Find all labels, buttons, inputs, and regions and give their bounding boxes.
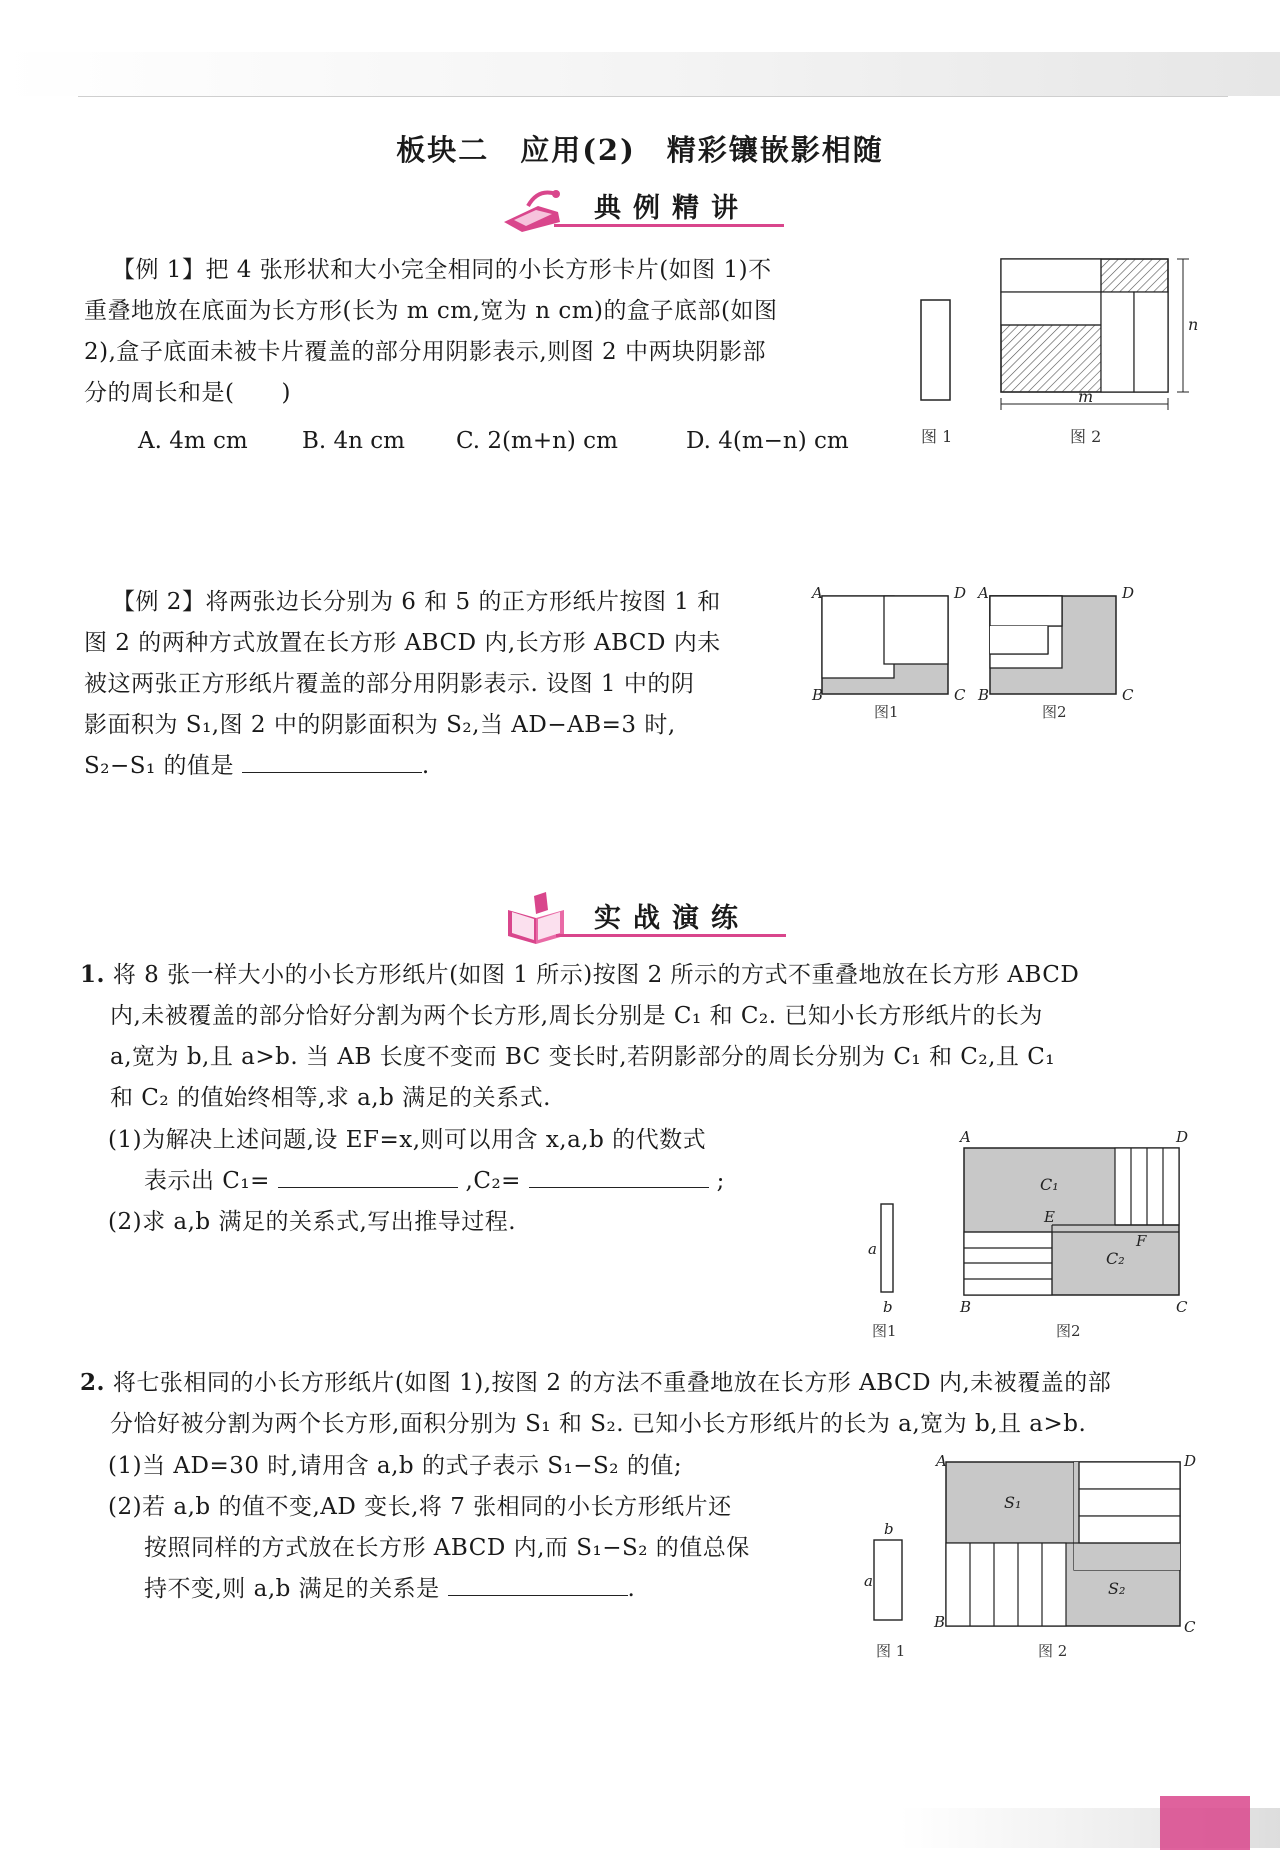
page-corner-tab — [1160, 1796, 1250, 1850]
line-end: ; — [716, 1168, 725, 1194]
text-line-content: 将 8 张一样大小的小长方形纸片(如图 1 所示)按图 2 所示的方式不重叠地放在长方形 ABCD — [112, 962, 1080, 988]
label-C: C — [1184, 1618, 1196, 1636]
text-line — [84, 746, 792, 787]
text-line: 和 C₂ 的值始终相等,求 a,b 满足的关系式. — [110, 1085, 551, 1111]
label-B: B — [812, 686, 824, 704]
problem1-text — [80, 954, 1200, 1119]
iron-icon — [498, 182, 568, 240]
c2-label: ,C₂= — [465, 1168, 521, 1194]
c1-answer-blank[interactable] — [278, 1163, 458, 1188]
fig1-caption: 图1 — [872, 1322, 897, 1340]
answer-blank[interactable] — [448, 1571, 628, 1596]
example1-text — [84, 250, 912, 414]
text-line — [80, 954, 1200, 996]
example2-figures — [812, 584, 1192, 724]
answer-prompt: S₂−S₁ 的值是 — [84, 753, 235, 779]
banner-text: 实战演练 — [594, 903, 750, 934]
label-a: a — [868, 1240, 877, 1258]
abcd-diagram — [946, 1462, 1180, 1626]
example1-figures — [915, 250, 1215, 450]
subquestion-2: (2)若 a,b 的值不变,AD 变长,将 7 张相同的小长方形纸片还 — [108, 1494, 732, 1520]
label-S1: S₁ — [1004, 1493, 1022, 1512]
fig1-caption: 图1 — [874, 703, 899, 721]
label-A: A — [936, 1452, 947, 1470]
label-D: D — [954, 584, 967, 602]
label-C: C — [1176, 1298, 1188, 1316]
section-banner-examples — [498, 182, 788, 242]
fig2-caption: 图2 — [1042, 703, 1067, 721]
label-E: E — [1044, 1208, 1055, 1226]
answer-blank[interactable] — [242, 748, 422, 773]
line-end: . — [421, 753, 430, 779]
label-C: C — [954, 686, 966, 704]
problem1-subquestions — [108, 1120, 868, 1243]
label-B: B — [960, 1298, 972, 1316]
label-F: F — [1136, 1232, 1147, 1250]
subquestion-2: (2)求 a,b 满足的关系式,写出推导过程. — [108, 1209, 517, 1235]
label-B: B — [934, 1613, 946, 1631]
label-D: D — [1184, 1452, 1197, 1470]
book-icon — [504, 890, 572, 946]
card-rect — [921, 300, 950, 400]
problem-number: 1. — [80, 961, 106, 988]
header-divider — [78, 96, 1228, 97]
line-end: . — [627, 1576, 636, 1602]
option-b: B. 4n cm — [302, 428, 405, 454]
fig2-caption: 图 2 — [1070, 427, 1102, 446]
label-C1: C₁ — [1040, 1175, 1059, 1194]
label-B: B — [978, 686, 990, 704]
label-m: m — [1078, 387, 1094, 406]
label-A: A — [812, 584, 823, 602]
label-C: C — [1122, 686, 1134, 704]
page-title: 板块二 应用(2) 精彩镶嵌影相随 — [396, 133, 884, 167]
subquestion-1-answer — [108, 1161, 868, 1202]
label-S2: S₂ — [1108, 1579, 1126, 1598]
problem-number: 2. — [80, 1369, 106, 1396]
abcd-diagram — [964, 1148, 1179, 1295]
text-line: a,宽为 b,且 a>b. 当 AB 长度不变而 BC 变长时,若阴影部分的周长分别为 C₁ 和 C₂,且 C₁ — [110, 1044, 1056, 1070]
option-c: C. 2(m+n) cm — [456, 428, 618, 454]
answer-prompt: 持不变,则 a,b 满足的关系是 — [144, 1576, 440, 1602]
text-line — [80, 1362, 1200, 1404]
label-n: n — [1188, 315, 1199, 334]
text-line: 分恰好被分割为两个长方形,面积分别为 S₁ 和 S₂. 已知小长方形纸片的长为 a,宽为 b,且 a>b. — [110, 1411, 1087, 1437]
text-line: 【例 1】把 4 张形状和大小完全相同的小长方形卡片(如图 1)不 — [112, 257, 772, 283]
text-line: 图 2 的两种方式放置在长方形 ABCD 内,长方形 ABCD 内未 — [84, 630, 721, 656]
label-A: A — [960, 1128, 971, 1146]
fig1-caption: 图 1 — [876, 1642, 906, 1660]
example2-text — [84, 582, 792, 787]
banner-text: 典例精讲 — [594, 193, 750, 224]
strip-rect — [881, 1204, 893, 1292]
text-line: 内,未被覆盖的部分恰好分割为两个长方形,周长分别是 C₁ 和 C₂. 已知小长方形纸片的长为 — [110, 1003, 1043, 1029]
ex2-fig2 — [990, 596, 1116, 694]
label-a: a — [864, 1572, 873, 1590]
subquestion-1: (1)当 AD=30 时,请用含 a,b 的式子表示 S₁−S₂ 的值; — [108, 1453, 683, 1479]
text-line: 重叠地放在底面为长方形(长为 m cm,宽为 n cm)的盒子底部(如图 — [84, 298, 778, 324]
ex2-fig1 — [822, 596, 948, 694]
fig1-caption: 图 1 — [921, 427, 953, 446]
problem2-subquestions — [108, 1446, 868, 1610]
problem1-figures — [868, 1124, 1198, 1344]
text-line: 2),盒子底面未被卡片覆盖的部分用阴影表示,则图 2 中两块阴影部 — [84, 339, 766, 365]
box-diagram — [1001, 259, 1189, 410]
text-line: 被这两张正方形纸片覆盖的部分用阴影表示. 设图 1 中的阴 — [84, 671, 695, 697]
label-b: b — [884, 1520, 894, 1538]
c2-answer-blank[interactable] — [529, 1163, 709, 1188]
strip-rect — [874, 1540, 902, 1620]
text-line: 影面积为 S₁,图 2 中的阴影面积为 S₂,当 AD−AB=3 时, — [84, 712, 676, 738]
option-a: A. 4m cm — [138, 428, 248, 454]
label-D: D — [1176, 1128, 1189, 1146]
c1-label: 表示出 C₁= — [144, 1168, 270, 1194]
label-C2: C₂ — [1106, 1249, 1125, 1268]
fig2-caption: 图 2 — [1038, 1642, 1068, 1660]
text-line: 【例 2】将两张边长分别为 6 和 5 的正方形纸片按图 1 和 — [112, 589, 721, 615]
page-header-band — [0, 52, 1280, 96]
option-d: D. 4(m−n) cm — [686, 428, 849, 454]
label-b: b — [883, 1298, 893, 1316]
text-line: 分的周长和是( ) — [84, 380, 291, 406]
problem2-figures — [864, 1452, 1198, 1662]
fig2-caption: 图2 — [1056, 1322, 1081, 1340]
text-line-content: 将七张相同的小长方形纸片(如图 1),按图 2 的方法不重叠地放在长方形 ABCD 内,未被覆盖的部 — [112, 1370, 1112, 1396]
problem2-text — [80, 1362, 1200, 1445]
section-banner-practice — [504, 890, 794, 950]
label-A: A — [978, 584, 989, 602]
text-line: 按照同样的方式放在长方形 ABCD 内,而 S₁−S₂ 的值总保 — [144, 1535, 750, 1561]
text-line — [108, 1569, 868, 1610]
example1-options — [138, 428, 898, 464]
label-D: D — [1122, 584, 1135, 602]
subquestion-1: (1)为解决上述问题,设 EF=x,则可以用含 x,a,b 的代数式 — [108, 1127, 707, 1153]
